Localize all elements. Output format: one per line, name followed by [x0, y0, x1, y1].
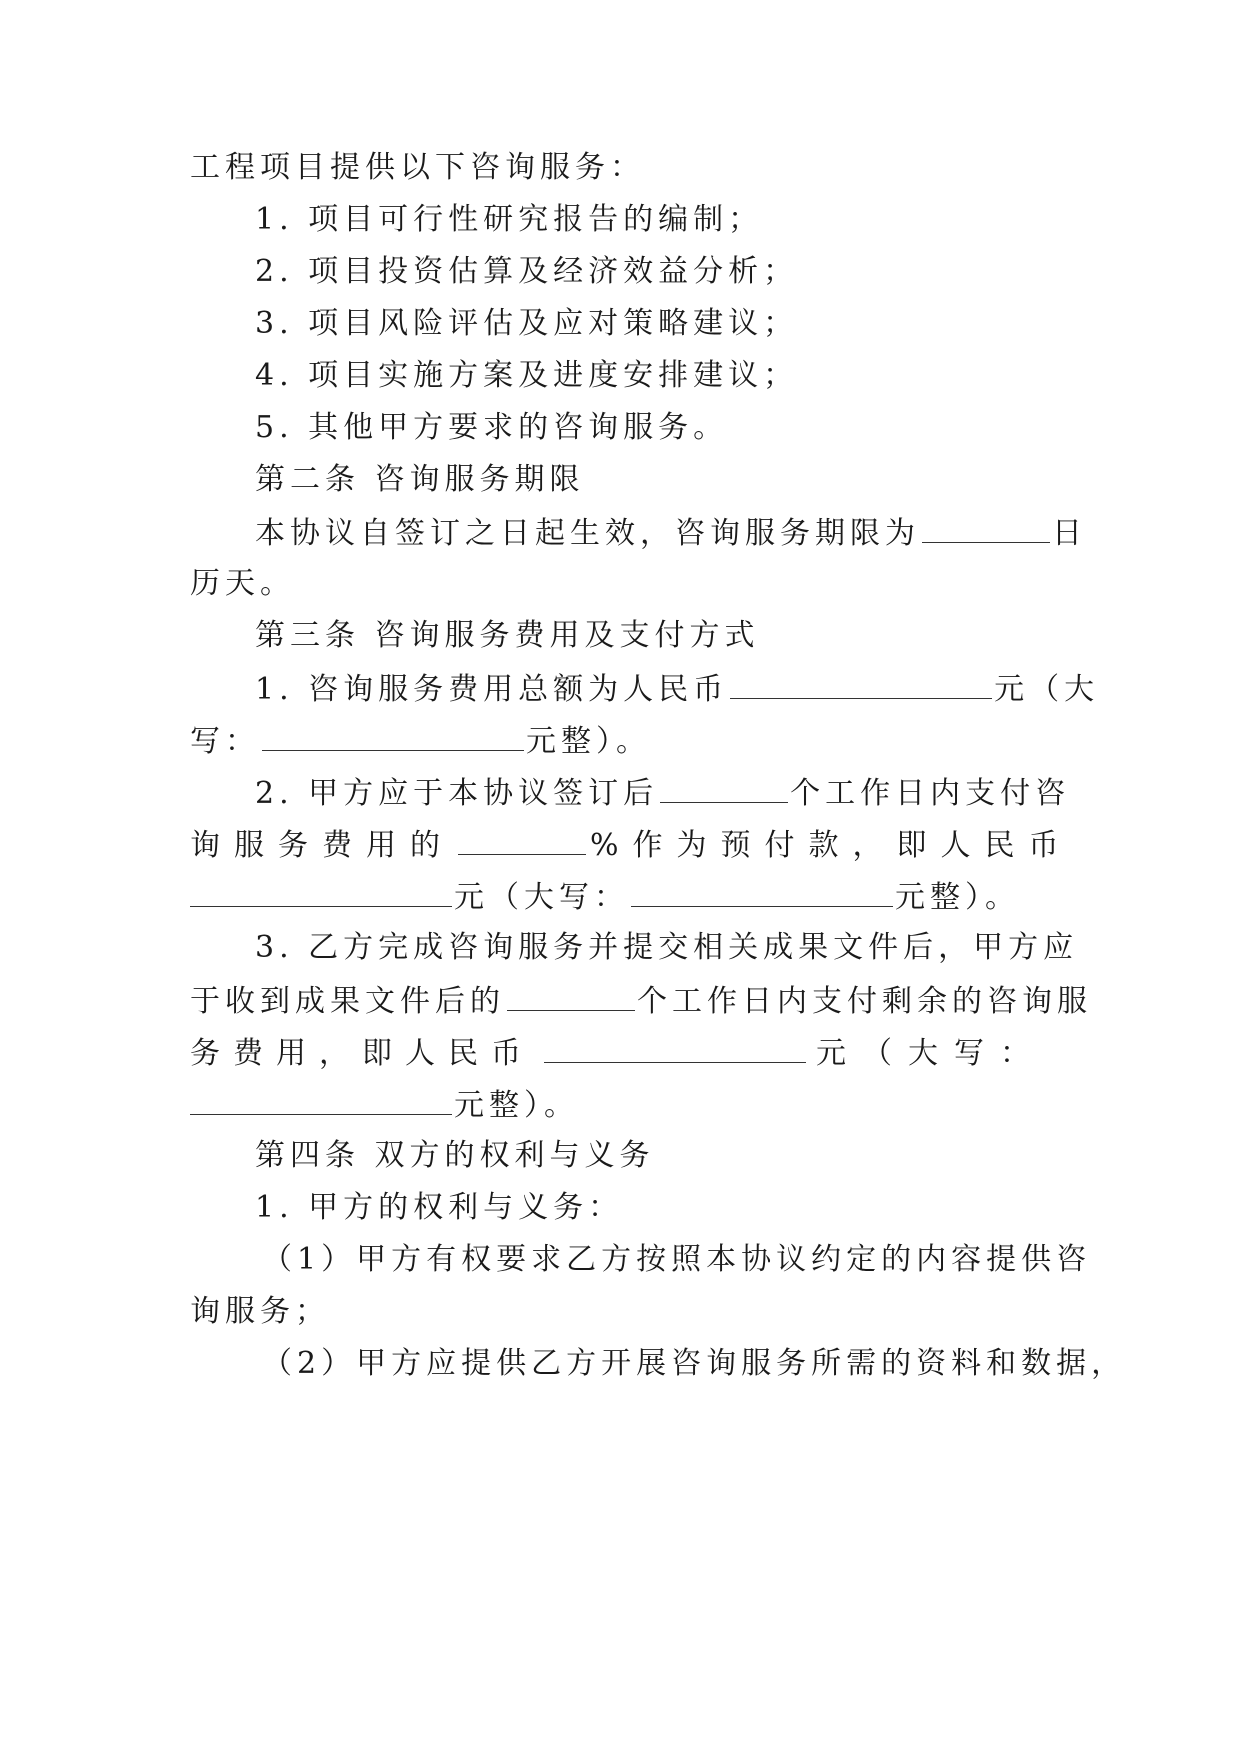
- text-segment: 写：: [190, 724, 260, 759]
- text-line: [255, 772, 1070, 814]
- text-segment: 本协议自签订之日起生效，咨询服务期限为: [255, 516, 920, 551]
- list-item: 2. 项目投资估算及经济效益分析；: [255, 254, 799, 289]
- fill-blank: [730, 668, 992, 699]
- text-segment: 于收到成果文件后的: [190, 984, 505, 1019]
- text-line: [190, 824, 1073, 866]
- fill-blank: [190, 1084, 452, 1115]
- text-segment: 个工作日内支付剩余的咨询服: [637, 984, 1092, 1019]
- fill-blank: [507, 980, 635, 1011]
- text-line: [190, 980, 1092, 1022]
- text-segment: 元（大写：: [816, 1036, 1046, 1071]
- text-segment: 元（大写：: [454, 880, 629, 915]
- text-line: [255, 512, 1087, 554]
- list-item: 4. 项目实施方案及进度安排建议；: [255, 358, 799, 393]
- text-line: 历天。: [190, 566, 295, 601]
- text-line: （2）甲方应提供乙方开展咨询服务所需的资料和数据，: [262, 1346, 1127, 1381]
- text-line: [190, 876, 1070, 918]
- fill-blank: [262, 720, 524, 751]
- text-segment: 元整）。: [526, 724, 651, 759]
- text-line: [190, 720, 1070, 762]
- fill-blank: [922, 512, 1050, 543]
- text-segment: 务费用，即人民币: [190, 1036, 534, 1071]
- text-segment: 元整）。: [895, 880, 1020, 915]
- text-line: 工程项目提供以下咨询服务：: [190, 150, 645, 185]
- fill-blank: [660, 772, 788, 803]
- text-line: [255, 668, 1100, 710]
- list-item: 1. 项目可行性研究报告的编制；: [255, 202, 764, 237]
- text-line: 3. 乙方完成咨询服务并提交相关成果文件后，甲方应: [255, 930, 1079, 965]
- fill-blank: [631, 876, 893, 907]
- text-segment: %作为预付款，即人民币: [590, 828, 1073, 863]
- fill-blank: [458, 824, 586, 855]
- fill-blank: [190, 876, 452, 907]
- text-segment: 1. 咨询服务费用总额为人民币: [255, 672, 729, 707]
- section-heading: 第三条 咨询服务费用及支付方式: [255, 618, 760, 653]
- text-line: [190, 1084, 1070, 1126]
- text-line: [190, 1032, 1070, 1074]
- text-segment: 元（大: [994, 672, 1100, 707]
- list-item: 5. 其他甲方要求的咨询服务。: [255, 410, 729, 445]
- text-line: （1）甲方有权要求乙方按照本协议约定的内容提供咨: [262, 1242, 1092, 1277]
- section-heading: 第二条 咨询服务期限: [255, 462, 585, 497]
- list-item: 3. 项目风险评估及应对策略建议；: [255, 306, 799, 341]
- text-segment: 个工作日内支付咨: [790, 776, 1071, 811]
- fill-blank: [544, 1032, 806, 1063]
- subsection-heading: 1. 甲方的权利与义务：: [255, 1190, 624, 1225]
- text-segment: 询服务费用的: [190, 828, 454, 863]
- text-segment: 2. 甲方应于本协议签订后: [255, 776, 659, 811]
- text-segment: 元整）。: [454, 1088, 579, 1123]
- section-heading: 第四条 双方的权利与义务: [255, 1138, 655, 1173]
- text-segment: 日: [1052, 516, 1087, 551]
- text-line: 询服务；: [190, 1294, 330, 1329]
